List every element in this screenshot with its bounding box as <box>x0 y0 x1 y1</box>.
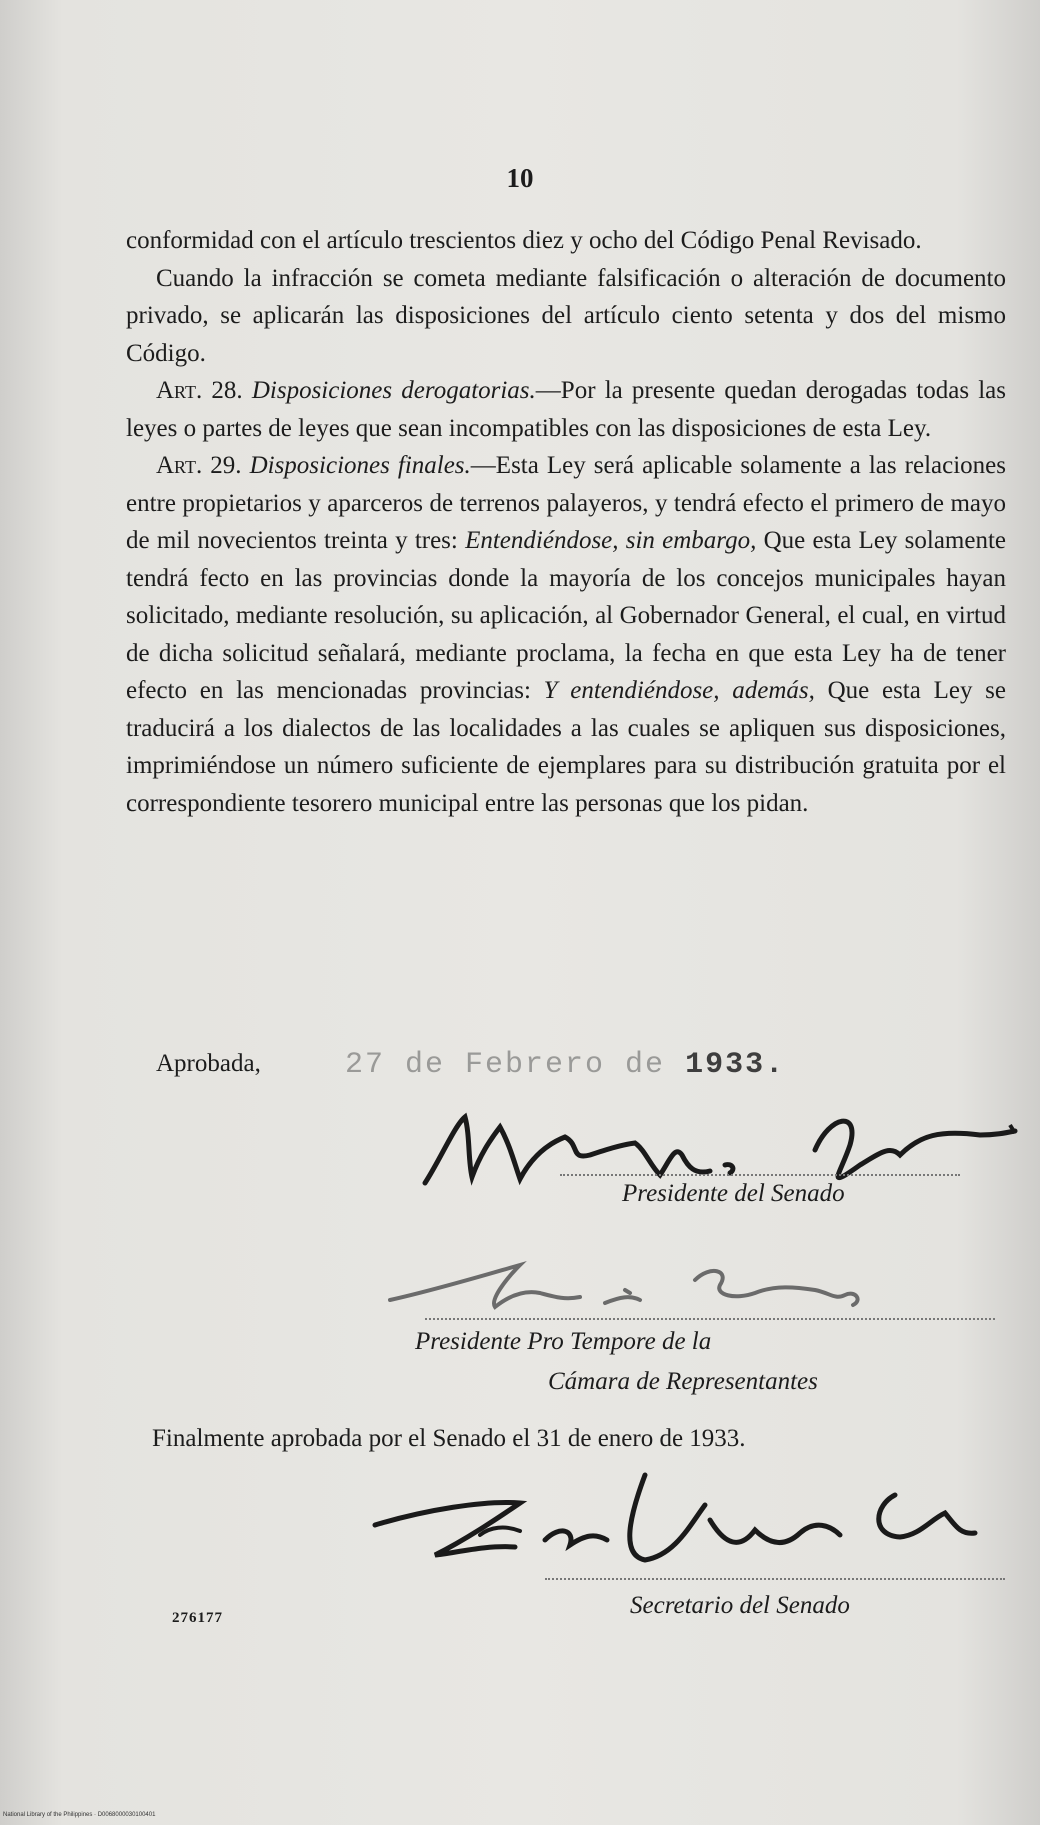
senate-secretary-title: Secretario del Senado <box>630 1592 850 1619</box>
law-body-text <box>126 222 1006 822</box>
print-number: 276177 <box>172 1610 223 1626</box>
article-29-text-a: —Esta Ley será aplicable solamente a las relaciones entre propietarios y aparceros de terrenos palayeros, y tendrá efecto el primero de mayo de mil novecientos treinta y tres: <box>126 452 1007 554</box>
house-president-title-line-2: Cámara de Representantes <box>548 1368 818 1395</box>
paragraph-continuation: conformidad con el artículo trescientos diez y ocho del Código Penal Revisado. <box>126 227 922 254</box>
senate-secretary-signature-line <box>545 1578 1005 1580</box>
article-29 <box>126 447 1006 822</box>
article-29-title: Disposiciones finales. <box>249 452 471 479</box>
article-29-text-c: Que esta Ley solamente tendrá fecto en las provincias donde la mayoría de los concejos municipales hayan solicitado, mediante resolución, su aplicación, al Gobernador General, el cual, en virtud de dicha solicitud señalará, mediante proclama, la fecha en que esta Ley ha de tener efecto en las mencionadas provincias: <box>126 527 1006 704</box>
article-28-text: —Por la presente quedan derogadas todas las leyes o partes de leyes que sean incompatibles con las disposiciones de esta Ley. <box>126 377 1006 442</box>
article-28 <box>126 372 1006 447</box>
article-29-proviso-2: Y entendiéndose, además, <box>543 677 815 704</box>
article-29-proviso-1: Entendiéndose, sin embargo, <box>465 527 757 554</box>
house-president-signature-line <box>425 1318 995 1320</box>
article-28-label: Art. 28. <box>156 377 243 404</box>
paragraph-falsification: Cuando la infracción se cometa mediante falsificación o alteración de documento privado, se aplicarán las disposiciones del artículo ciento setenta y dos del mismo Código. <box>126 264 1006 367</box>
final-approval-paragraph: Finalmente aprobada por el Senado el 31 de enero de 1933. <box>152 1425 746 1452</box>
senate-president-signature-line <box>560 1174 960 1176</box>
house-president-title-line-1: Presidente Pro Tempore de la <box>415 1328 712 1355</box>
senate-president-title: Presidente del Senado <box>622 1180 845 1207</box>
approval-date-text: 27 de Febrero de <box>345 1048 666 1082</box>
final-approval-text <box>122 1420 992 1457</box>
senate-secretary-signature <box>345 1465 1015 1585</box>
approval-date-stamp <box>345 1048 785 1082</box>
article-29-text-e: Que esta Ley se traducirá a los dialectos de las localidades a las cuales se apliquen sus disposiciones, imprimiéndose un número suficiente de ejemplares para su distribución gratuita por el correspondiente tesorero municipal entre las personas que los pidan. <box>126 677 1006 817</box>
page-number: 10 <box>506 163 534 193</box>
article-29-label: Art. 29. <box>156 452 242 479</box>
article-28-title: Disposiciones derogatorias. <box>251 377 536 404</box>
approval-year: 1933. <box>685 1048 786 1082</box>
senate-president-signature <box>420 1105 1020 1190</box>
approval-label: Aprobada, <box>156 1050 261 1077</box>
footer-archive-note: National Library of the Philippines · D0068000030100401 <box>3 1812 156 1818</box>
house-president-signature <box>375 1245 895 1325</box>
